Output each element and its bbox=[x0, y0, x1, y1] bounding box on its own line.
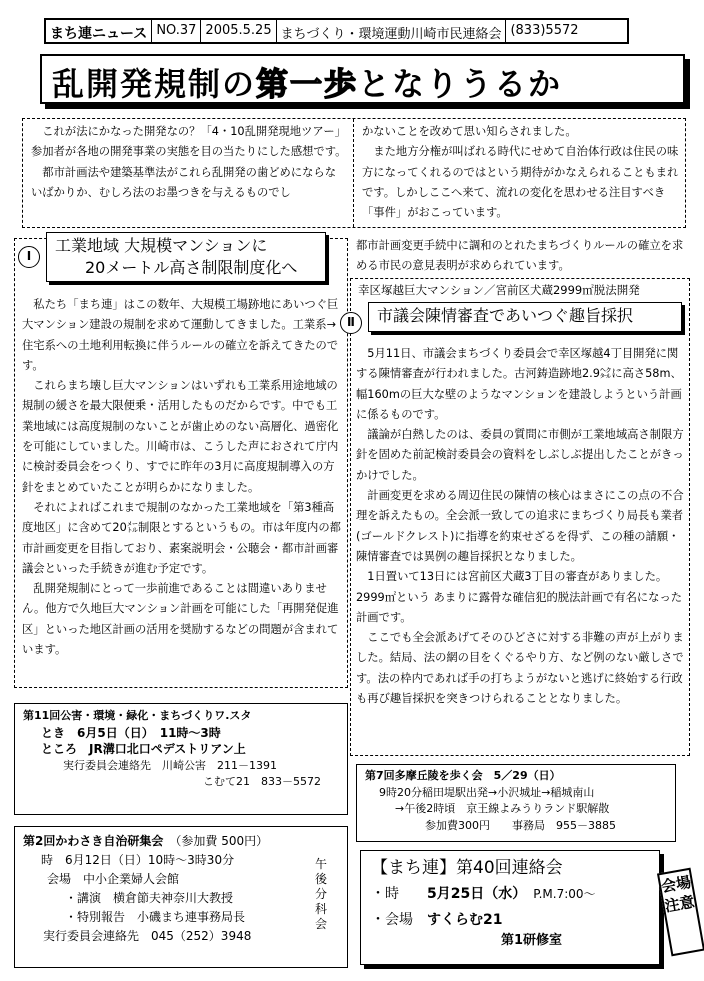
issue-date: 2005.5.25 bbox=[201, 20, 276, 42]
headline bbox=[40, 54, 685, 104]
study-title-row bbox=[23, 832, 339, 851]
meeting-title: 【まち連】第40回連絡会 bbox=[371, 858, 563, 878]
event7-box bbox=[356, 764, 676, 842]
intro-box bbox=[22, 118, 686, 228]
event11-box bbox=[14, 703, 348, 815]
section1-title bbox=[46, 232, 326, 282]
study-side-note: 午後分科会 bbox=[315, 857, 328, 931]
event7-line2: →午後2時頃 京王線よみうりランド駅解散 bbox=[395, 802, 610, 815]
event11-contact-label: 実行委員会連絡先 bbox=[63, 758, 151, 772]
event11-contact1: 川崎公害 211－1391 bbox=[162, 758, 277, 772]
event11-when: 6月5日（日） 11時～3時 bbox=[77, 725, 221, 740]
study-report: ・特別報告 小磯まち連事務局長 bbox=[65, 910, 246, 924]
meeting-venue-row bbox=[371, 907, 649, 933]
masthead bbox=[44, 18, 629, 44]
headline-part2: 第一歩 bbox=[256, 65, 359, 103]
intro-left bbox=[23, 119, 354, 227]
section1-title-line1: 工業地域 大規模マンションに bbox=[55, 236, 268, 255]
headline-part3: となりうるか bbox=[358, 65, 563, 103]
phone-number: (833)5572 bbox=[510, 23, 579, 38]
study-time: 時 6月12日（日）10時～3時30分 bbox=[41, 853, 235, 867]
study-title: 第2回かわさき自治研集会 bbox=[23, 834, 164, 848]
event11-title: 第11回公害・環境・緑化・まちづくりワ.スタ bbox=[23, 709, 252, 722]
meeting-room: 第1研修室 bbox=[501, 933, 563, 948]
section2-subtitle: 幸区塚越巨大マンション／宮前区犬蔵2999㎡脱法開発 bbox=[358, 283, 640, 297]
event11-where: JR溝口北口ペデストリアン上 bbox=[89, 742, 246, 756]
event7-line3: 参加費300円 事務局 955－3885 bbox=[425, 818, 616, 832]
section1-body: 私たち「まち連」はこの数年、大規模工場跡地にあいつぐ巨大マンション建設の規制を求めて運動してきました。工業系→住宅系への土地利用転換に伴うルールの確立を訴えてきたのです。 これらまち壊し巨大マンションはいずれも工業系用途地域の規制の緩さを最大限便乗・活用したものだからです。中でも工業地域には高度規制のないことが歯止めのない高層化、過密化を可能にしていました。川崎市は、こうした声におされて庁内に検討委員会をつくり、すでに昨年の3月に高度規制導入の方針をまとめていたことが明らかになりました。 それによればこれまで規制のなかった工業地域を「第3種高度地区」に含めて20㍍制限とするというもの。市は年度内の都市計画変更を目指しており、素案説明会・公聴会・都市計画審議会といった手続きが進む予定です。 乱開発規制にとって一歩前進であることは間違いありません。他方で久地巨大マンション計画を可能にした「再開発促進区」といった地区計画の活用を奨励するなどの問題が含まれています。 bbox=[22, 298, 341, 657]
right-top-text: 都市計画変更手続中に調和のとれたまちづくりルールの確立を求める市民の意見表明が求められています。 bbox=[356, 239, 684, 273]
intro-left-text: これが法にかなった開発なの？「4・10乱開発現地ツアー」参加者が各地の開発事業の実態を目の当たりにした感想です。 都市計画法や建築基準法がこれら乱開発の歯どめにならないばかりか、むしろ法のお墨つきを与えるものでし bbox=[31, 125, 347, 199]
study-box bbox=[14, 826, 348, 968]
study-lecture: ・講演 横倉節夫神奈川大教授 bbox=[65, 891, 234, 905]
section2-title: 市議会陳情審査であいつぐ趣旨採択 bbox=[368, 302, 682, 332]
section2-marker: Ⅱ bbox=[340, 312, 362, 334]
meeting-time-row bbox=[371, 881, 649, 907]
section2-body: 5月11日、市議会まちづくり委員会で幸区塚越4丁目開発に関する陳情審査が行われました。古河鋳造跡地2.9㌶に高さ58m、幅160mの巨大な壁のようなマンションを建設しようという計画に係るものです。 議論が白熱したのは、委員の質問に市側が工業地域高さ制限方針を固めた前記検討委員会の資料をしぶしぶ提出したことがきっかけでした。 計画変更を求める周辺住民の陳情の核心はまさにこの点の不合理を訴えたもの。全会派一致しての追求にまちづくり局長も業者(ゴールドクレスト)に指導を約束せざるを得ず、この種の請願・陳情審査では異例の趣旨採択となりました。 1日置いて13日には宮前区犬蔵3丁目の審査がありました。2999㎡という あまりに露骨な確信犯的脱法計画で有名になった計画です。 ここでも全会派あげてそのひどさに対する非難の声が上がりました。結局、法の網の目をくぐるやり方、など例のない厳しさです。法の枠内であれば手の打ちようがないと逃げに終始する行政も再び趣旨採択を突きつけられることとなりました。 bbox=[356, 347, 684, 706]
study-contact: 実行委員会連絡先 045（252）3948 bbox=[43, 929, 252, 943]
intro-right bbox=[354, 119, 685, 227]
event11-contact-row bbox=[23, 758, 339, 775]
study-venue: 会場 中小企業婦人会館 bbox=[47, 872, 180, 886]
meeting-venue-label: ・会場 bbox=[371, 912, 413, 928]
event7-line1: 9時20分稲田堤駅出発→小沢城址→稲城南山 bbox=[379, 785, 595, 799]
event11-contact2: こむて21 833－5572 bbox=[203, 775, 321, 788]
meeting-box bbox=[360, 850, 660, 965]
issue-number: NO.37 bbox=[152, 20, 201, 42]
meeting-time-extra: P.M.7:00～ bbox=[533, 887, 596, 901]
event11-when-row bbox=[23, 725, 339, 742]
section1-title-line2: 20メートル高さ制限制度化へ bbox=[85, 258, 298, 277]
newsletter-name: まち連ニュース bbox=[46, 20, 152, 42]
meeting-time-value: 5月25日（水） bbox=[427, 886, 520, 902]
event11-where-label: ところ bbox=[41, 742, 78, 756]
section1-marker: Ⅰ bbox=[18, 246, 40, 268]
meeting-time-label: ・時 bbox=[371, 886, 399, 902]
organization-name: まちづくり・環境運動川崎市民連絡会 bbox=[277, 20, 507, 42]
event7-title: 第7回多摩丘陵を歩く会 5／29（日） bbox=[365, 769, 561, 782]
study-fee: （参加費 500円） bbox=[175, 834, 269, 848]
venue-caution-stamp: 会場注意 bbox=[657, 868, 704, 957]
headline-part1: 乱開発規制の bbox=[52, 65, 257, 103]
event11-where-row bbox=[23, 741, 339, 758]
intro-right-text: かないことを改めて思い知らされました。 また地方分権が叫ばれる時代にせめて自治体行政は住民の味方になってくれるのではという期待がかなえられることもまれです。しかしここへ来て、流れの変化を思わせる注目すべき「事件」がおこっています。 bbox=[362, 125, 679, 220]
meeting-venue-value: すくらむ21 bbox=[427, 912, 503, 928]
event11-when-label: とき bbox=[41, 725, 66, 740]
